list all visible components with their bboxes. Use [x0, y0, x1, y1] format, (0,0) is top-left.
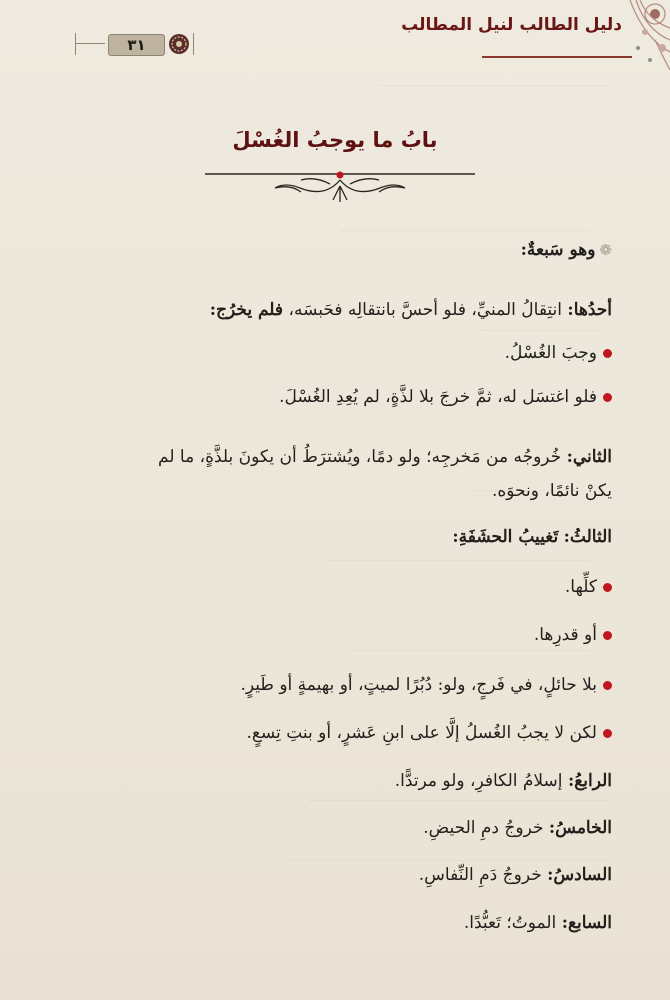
item-sixth: [58, 862, 612, 888]
book-title: دليل الطالب لنيل المطالب: [401, 15, 622, 35]
item-label: السابع:: [561, 913, 612, 933]
page-number: ٣١: [108, 34, 165, 56]
flower-icon: ❁: [599, 241, 612, 259]
item-third: [58, 524, 612, 550]
bullet-text: لكن لا يجبُ الغُسلُ إلَّا على ابنِ عَشرٍ، أو بنتِ تِسعٍ.: [246, 723, 597, 743]
chapter-title: بابُ ما يوجبُ الغُسْلَ: [232, 128, 438, 152]
item-seventh: [58, 910, 612, 936]
bullet-dot-icon: [603, 393, 612, 402]
item-text-bold: فلم يخرُج:: [209, 300, 284, 320]
item-first: [58, 297, 612, 323]
item-text: إسلامُ الكافرِ، ولو مرتدًّا.: [394, 771, 563, 791]
bullet-text: كلِّها.: [564, 577, 597, 597]
bullet-dot-icon: [603, 583, 612, 592]
corner-ornament: [600, 0, 670, 80]
item-text: انتِقالُ المنيِّ، فلو أحسَّ بانتقالِه فحَبسَه،: [288, 300, 563, 320]
item-label: الخامسُ:: [548, 818, 612, 838]
bullet-dot-icon: [603, 681, 612, 690]
title-ornament: [205, 166, 475, 206]
item-text: خروجُ دَمِ النِّفاسِ.: [418, 865, 542, 885]
item-fifth: [58, 815, 612, 841]
bullet-dot-icon: [603, 349, 612, 358]
page-number-tick-left: [75, 33, 76, 55]
header-underline: [482, 56, 632, 58]
item-text: خروجُ دمِ الحيضِ.: [423, 818, 544, 838]
item-second: [58, 440, 612, 508]
bullet-item: [58, 340, 612, 366]
item-text: يكنْ نائمًا، ونحوَه.: [491, 481, 612, 501]
page-number-badge: [75, 30, 200, 58]
bullet-text: وجبَ الغُسْلُ.: [504, 343, 597, 363]
bullet-item: [58, 384, 612, 410]
item-label: الثاني:: [566, 447, 612, 467]
bullet-dot-icon: [603, 729, 612, 738]
item-text: الموتُ؛ تَعبُّدًا.: [463, 913, 557, 933]
bullet-item: [58, 574, 612, 600]
intro-text: وهو سَبعةٌ:: [520, 240, 596, 260]
item-text: خُروجُه من مَخرجِه؛ ولو دمًا، ويُشترَطُ أن يكونَ بلذَّةٍ، ما لم: [158, 447, 562, 467]
item-text-bold: تَغييبُ الحشَفَةِ:: [452, 527, 559, 547]
item-fourth: [58, 768, 612, 794]
item-label: الرابعُ:: [567, 771, 612, 791]
bullet-text: فلو اغتسَل له، ثمَّ خرجَ بلا لذَّةٍ، لم يُعِدِ الغُسْلَ.: [279, 387, 597, 407]
bullet-item: [58, 622, 612, 648]
page-number-rule-right: [193, 33, 194, 55]
bullet-dot-icon: [603, 631, 612, 640]
page-number-rule-left: [75, 43, 105, 44]
item-label: الثالثُ:: [563, 527, 612, 547]
bullet-text: أو قدرِها.: [533, 625, 597, 645]
bullet-text: بلا حائلٍ، في فَرجٍ، ولو: دُبُرًا لميتٍ، أو بهيمةٍ أو طَيرٍ.: [240, 675, 597, 695]
bullet-item: [58, 672, 612, 698]
item-label: أحدُها:: [567, 300, 612, 320]
rosette-icon: [168, 33, 190, 55]
intro-line: [58, 237, 612, 263]
page-header: [0, 0, 670, 80]
bullet-item: [58, 720, 612, 746]
item-label: السادسُ:: [547, 865, 612, 885]
